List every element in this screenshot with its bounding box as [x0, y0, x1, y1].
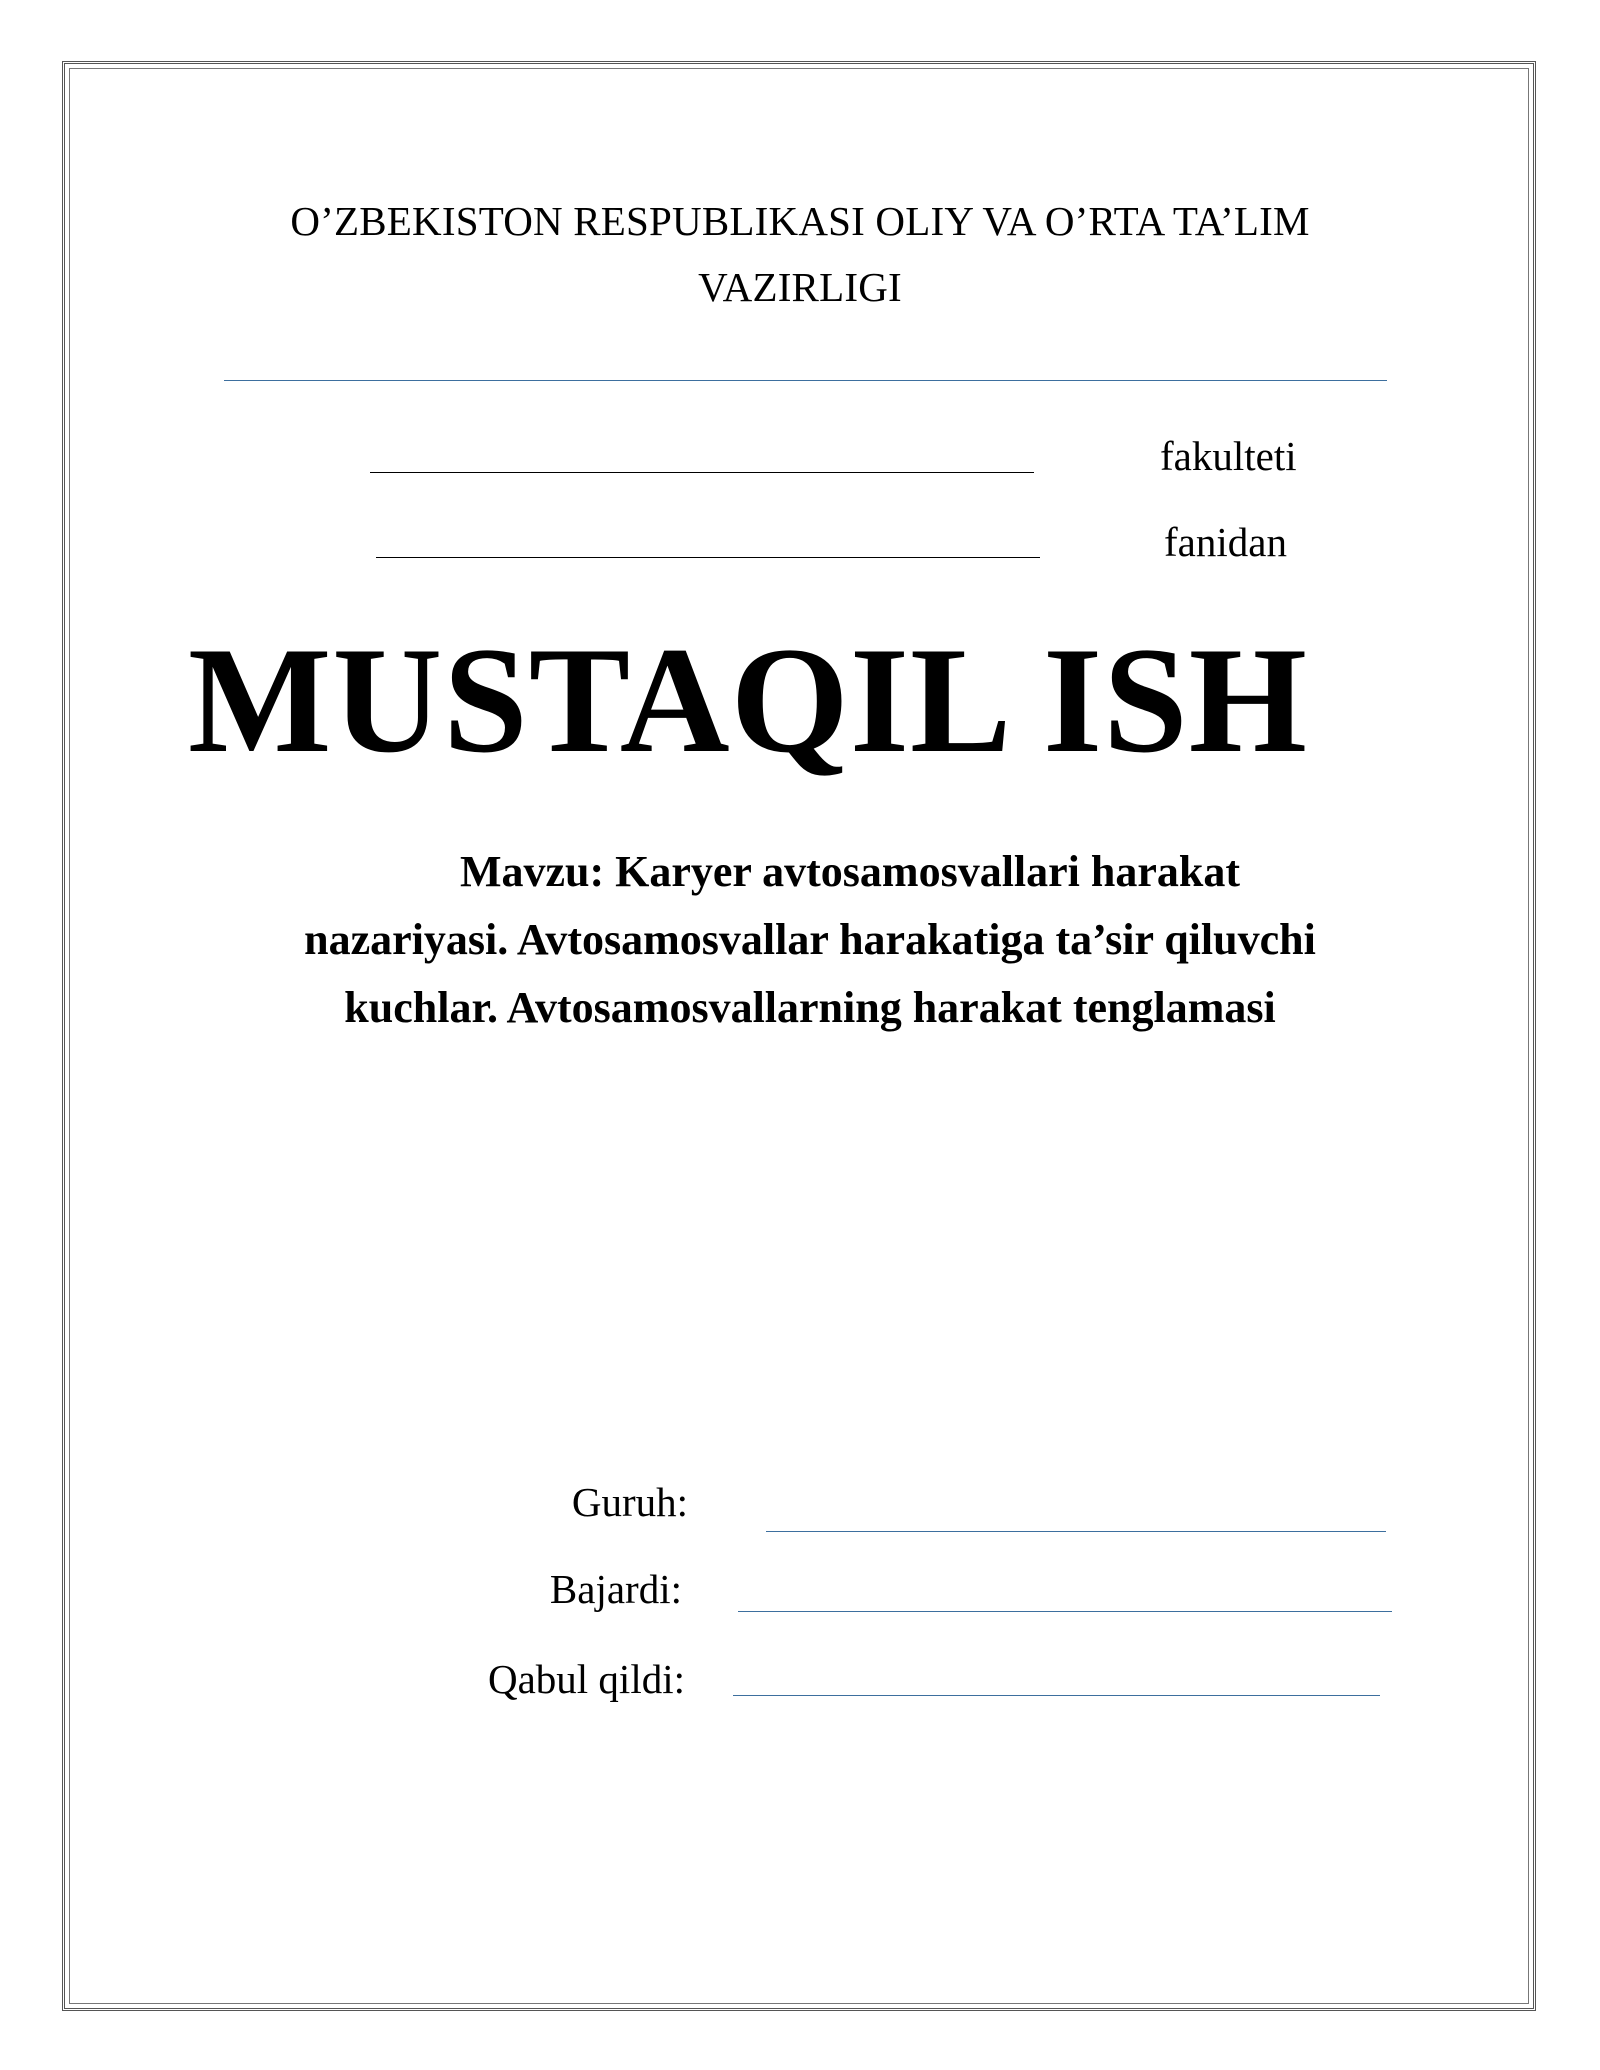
ministry-heading: [150, 188, 1450, 320]
subject-blank-line: [376, 557, 1040, 558]
group-blank-line: [766, 1531, 1386, 1532]
ministry-line-1: O’ZBEKISTON RESPUBLIKASI OLIY VA O’RTA TA’LIM: [290, 198, 1310, 244]
faculty-blank-line: [370, 472, 1034, 473]
topic-line-1-text: Mavzu: Karyer avtosamosvallari harakat: [459, 847, 1241, 896]
topic-line-1: [165, 838, 1455, 906]
document-title: MUSTAQIL ISH: [188, 616, 1308, 784]
done-by-blank-line: [738, 1611, 1392, 1612]
group-label: Guruh:: [571, 1479, 688, 1525]
done-by-label: Bajardi:: [549, 1566, 682, 1612]
accepted-by-blank-line: [733, 1695, 1380, 1696]
topic-block: [165, 838, 1455, 1042]
topic-line-2: nazariyasi. Avtosamosvallar harakatiga ta’sir qiluvchi: [304, 915, 1316, 964]
accepted-by-label: Qabul qildi:: [487, 1656, 685, 1702]
ministry-line-2: VAZIRLIGI: [698, 264, 902, 310]
university-blank-line: [224, 380, 1387, 381]
faculty-label: fakulteti: [1160, 433, 1297, 479]
subject-label: fanidan: [1164, 519, 1287, 565]
topic-line-3: kuchlar. Avtosamosvallarning harakat tenglamasi: [344, 983, 1276, 1032]
